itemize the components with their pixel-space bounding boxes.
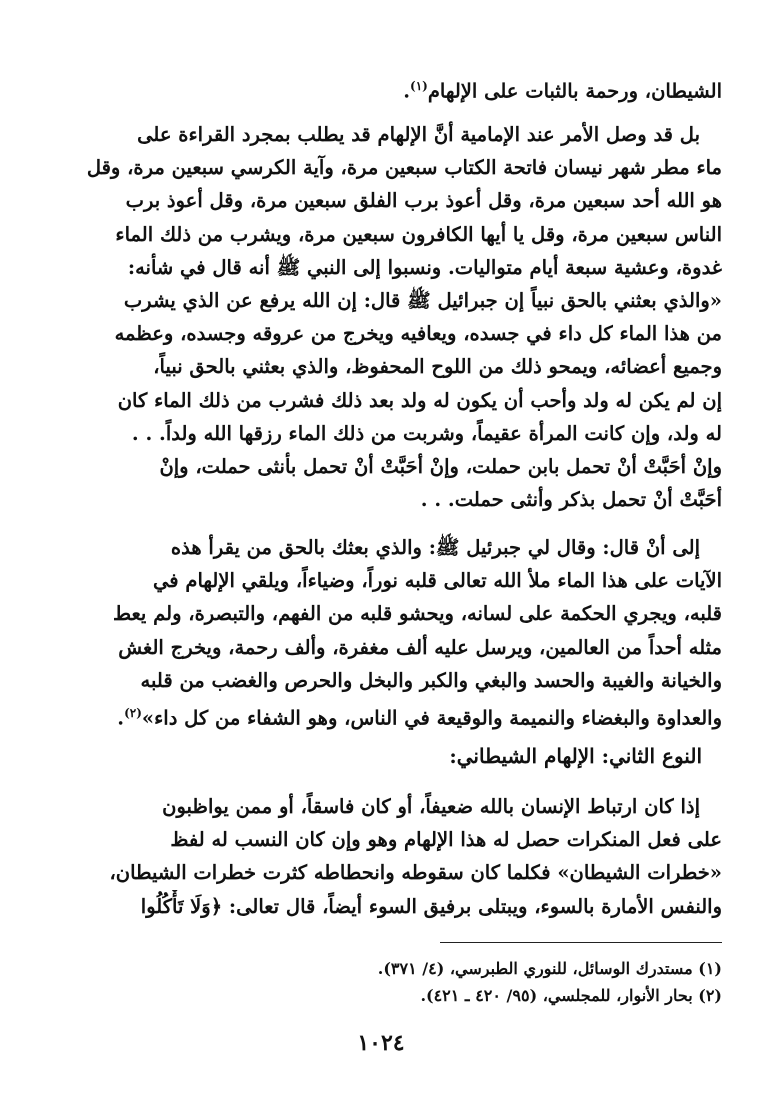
footnote-ref-2: (٢): [124, 706, 142, 721]
paragraph-line: غدوة، وعشية سبعة أيام متواليات. ونسبوا إلى النبي ﷺ أنه قال في شأنه:: [127, 255, 722, 279]
footnote-divider: [440, 942, 722, 943]
paragraph-line: والنفس الأمارة بالسوء، ويبتلى برفيق السوء أيضاً، قال تعالى: ﴿وَلَا تَأْكُلُوا: [140, 894, 722, 918]
paragraph-line: «والذي بعثني بالحق نبياً إن جبرائيل ﷺ قال: إن الله يرفع عن الذي يشرب: [123, 289, 722, 313]
paragraph-line: من هذا الماء كل داء في جسده، ويعافيه ويخرج من عروقه وجسده، وعظمه: [114, 322, 722, 346]
paragraph-line: وجميع أعضائه، ويمحو ذلك من اللوح المحفوظ، والذي بعثني بالحق نبياً،: [153, 355, 722, 379]
paragraph-line: الشيطان، ورحمة بالثبات على الإلهام$^{(١)}$.: [403, 79, 722, 103]
paragraph-line: والعداوة والبغضاء والنميمة والوقيعة في الناس، وهو الشفاء من كل داء»$^{(٢)}$.: [117, 706, 722, 730]
paragraph-line: أحَبَّتْ أنْ تحمل بذكر وأنثى حملت. . .: [420, 488, 722, 512]
paragraph-line: والخيانة والغيبة والحسد والبغي والكبر والبخل والحرص والغضب من قلبه: [140, 668, 722, 692]
footnote-1: (١) مستدرك الوسائل، للنوري الطبرسي، (٤/ ٣٧١).: [377, 959, 722, 978]
paragraph-jibril-quote: [52, 531, 722, 735]
paragraph-line: وإنْ أحَبَّتْ أنْ تحمل بابن حملت، وإنْ أحَبَّتْ أنْ تحمل بأنثى حملت، وإنْ: [159, 455, 722, 479]
paragraph-satanic-inspiration: [52, 790, 722, 923]
paragraph-line: إلى أنْ قال: وقال لي جبرئيل ﷺ: والذي بعثك بالحق من يقرأ هذه: [170, 536, 700, 559]
paragraph-line: إذا كان ارتباط الإنسان بالله ضعيفاً، أو كان فاسقاً، أو ممن يواظبون: [162, 795, 700, 818]
page-number: ١٠٢٤: [357, 1030, 405, 1056]
paragraph-line: بل قد وصل الأمر عند الإمامية أنَّ الإلهام قد يطلب بمجرد القراءة على: [137, 123, 700, 146]
paragraph-line: الناس سبعين مرة، وقل يا أيها الكافرون سبعين مرة، ويشرب من ذلك الماء: [115, 222, 722, 246]
paragraph-line: على فعل المنكرات حصل له هذا الإلهام وهو وإن كان النسب له لفظ: [170, 828, 722, 852]
paragraph-line: إن لم يكن له ولد وأحب أن يكون له ولد بعد ذلك فشرب من ذلك الماء كان: [117, 388, 722, 412]
paragraph-line: هو الله أحد سبعين مرة، وقل أعوذ برب الفلق سبعين مرة، وقل أعوذ برب: [125, 189, 722, 213]
footnotes: [52, 955, 722, 1009]
section-heading: النوع الثاني: الإلهام الشيطاني:: [449, 744, 702, 768]
paragraph-line: له ولد، وإن كانت المرأة عقيماً، وشربت من ذلك الماء رزقها الله ولداً. . .: [131, 421, 722, 445]
paragraph-line: «خطرات الشيطان» فكلما كان سقوطه وانحطاطه كثرت خطرات الشيطان،: [109, 861, 722, 885]
paragraph-line: الآيات على هذا الماء ملأ الله تعالى قلبه نوراً، وضياءاً، ويلقي الإلهام في: [153, 569, 722, 593]
paragraph-line: قلبه، ويجري الحكمة على لسانه، ويحشو قلبه من الفهم، والتبصرة، ولم يعط: [113, 602, 722, 626]
footnote-2: (٢) بحار الأنوار، للمجلسي، (٩٥/ ٤٢٠ ـ ٤٢١).: [420, 986, 722, 1005]
intro-paragraph: [52, 70, 722, 108]
paragraph-isolated-rituals: [52, 118, 722, 516]
paragraph-line: مثله أحداً من العالمين، ويرسل عليه ألف مغفرة، وألف رحمة، ويخرج الغش: [118, 635, 722, 659]
footnote-ref-1: (١): [410, 79, 428, 93]
paragraph-line: ماء مطر شهر نيسان فاتحة الكتاب سبعين مرة، وآية الكرسي سبعين مرة، وقل: [86, 156, 722, 180]
